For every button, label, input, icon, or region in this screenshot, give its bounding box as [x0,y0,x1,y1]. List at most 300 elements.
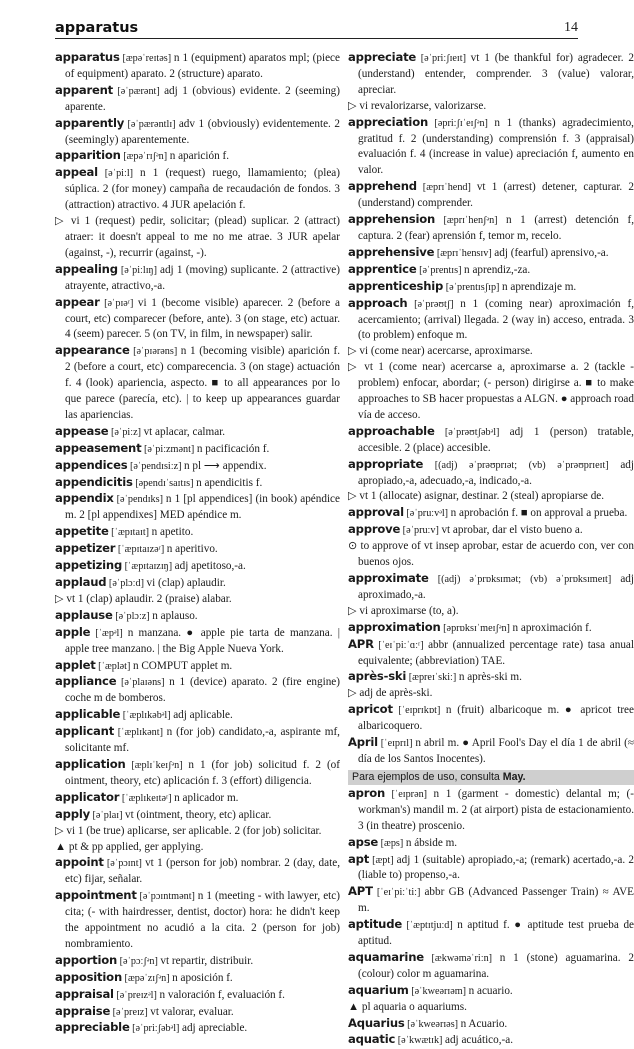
headword: approve [348,522,401,537]
dictionary-entry [348,262,634,279]
entry-main [55,475,340,492]
pronunciation: [æplɪˈkeɪʃᵊn] [125,759,189,771]
pronunciation: [əˈpɪəʳ] [99,297,138,309]
dictionary-entry [55,790,340,807]
headword: applause [55,607,113,622]
definition: adj apreciable. [182,1022,248,1035]
pronunciation: [æprɪˈhensɪv] [434,247,495,259]
entry-main [55,491,340,524]
dictionary-entry [55,953,340,970]
headword: apprentice [348,261,417,276]
definition: vi (clap) aplaudir. [146,577,226,589]
running-header [55,14,578,39]
headword: approachable [348,423,435,438]
entry-main [55,724,340,757]
entry-main [55,295,340,344]
pronunciation: [ˈeɪprən] [385,788,434,800]
definition: n abril m. ● April Fool's Day el día 1 de abril (≈ día de los Santos Inocentes). [358,737,634,765]
entry-main [55,424,340,441]
dictionary-entry [55,970,340,987]
definition: n aprobación f. ■ on approval a prueba. [450,507,628,520]
headword: apportion [55,952,118,967]
dictionary-entry [348,786,634,835]
dictionary-entry [348,457,634,506]
definition: n 1 (meeting - with lawyer, etc) cita; (- with hairdresser, dentist, doctor) hora: he didn't keep the appointment no acudió a la cita. 2 (person for job) nombramiento. [65,890,340,950]
headword: apparently [55,115,125,130]
definition: adj apetitoso,-a. [174,560,246,573]
entry-main [348,279,634,296]
pronunciation: [əˈkwætɪk] [395,1035,445,1047]
pronunciation: [əˈpruːvᵊl] [403,508,451,520]
definition: n aplicador m. [174,791,239,804]
entry-main [55,541,340,558]
dictionary-entry [348,835,634,852]
pronunciation: [ˈeɪˈpiːˈtiː] [372,887,425,899]
definition: n aplauso. [152,609,198,622]
definition: n aprendiz,-za. [464,263,531,276]
definition: vt 1 (person for job) nombrar. 2 (day, date, etc) fijar, señalar. [65,857,340,886]
definition: n 1 (stone) aguamarina. 2 (colour) color m aguamarina. [358,951,634,980]
definition: vi 1 (become visible) aparecer. 2 (before a court, etc) comparecer (before, ante). 3 (on stage, etc) actuar. 4 (seem) parecer. 5 (on TV, in film, in newspaper) salir. [65,296,340,341]
pronunciation: [æps] [378,837,406,849]
headword: approximation [348,619,441,634]
headword: apprehension [348,212,436,227]
headword: après-ski [348,669,407,684]
definition: n aparición f. [169,150,230,163]
pronunciation: [əprɒksɪˈmeɪʃᵊn] [440,622,513,634]
sub-sense: ▷ vi 1 (be true) aplicarse, ser aplicable. 2 (for job) solicitar. [55,824,322,837]
dictionary-entry [348,179,634,212]
sub-sense: ▲ pl aquaria o aquariums. [348,1000,467,1013]
headword: appear [55,294,100,309]
dictionary-entry [55,541,340,558]
dictionary-entry [55,458,340,475]
pronunciation: [ˈæpɪtaɪt] [108,527,152,539]
headword: appetizer [55,541,116,556]
headword: apprenticeship [348,278,444,293]
dictionary-entry [55,674,340,707]
sub-sense: ▷ vi 1 (request) pedir, solicitar; (plead) suplicar. 2 (attract) atraer: it doesn't appeal to me no me atrae. 3 JUR apelar (against, -), recurrir (against, -). [55,215,340,259]
definition: vt aprobar, dar el visto bueno a. [441,524,583,537]
dictionary-entry [348,505,634,522]
pronunciation: [ˈeɪprɪkɒt] [392,705,446,717]
pronunciation: [ˈæpɪtaɪzəʳ] [115,544,167,556]
headword: April [348,735,378,750]
definition: n après-ski m. [458,671,522,684]
definition: n acuario. [468,984,513,997]
pronunciation: [æpreɪˈskiː] [406,672,459,684]
entry-main [348,835,634,852]
headword: appreciable [55,1020,130,1035]
headword: approximate [348,571,429,585]
pronunciation: [ˈæplɪkənt] [114,727,167,739]
entry-main [55,83,340,116]
definition: n COMPUT applet m. [132,659,233,672]
entry-main [55,262,340,295]
definition: abbr (annualized percentage rate) tasa anual equivalente; (abbreviation) TAE. [358,638,634,667]
entry-main [55,953,340,970]
dictionary-entry [55,888,340,953]
entry-main [55,343,340,424]
entry-main [55,658,340,675]
pronunciation: [əˈpruːv] [400,525,442,537]
pronunciation: [əpendɪˈsaɪtɪs] [132,477,197,489]
definition: n 1 (request) ruego, llamamiento; (plea) súplica. 2 (for money) campaña de recaudación de fondos. 3 (attraction) atractivo. 4 JUR apelación f. [65,167,340,212]
headword: appearance [55,343,130,358]
entry-main [55,674,340,707]
dictionary-entry [55,50,340,83]
entry-main [55,987,340,1004]
definition: n 1 (device) aparato. 2 (fire engine) coche m de bomberos. [65,676,341,705]
headword: appoint [55,855,104,870]
headword: appraise [55,1003,111,1018]
headword: apt [348,851,370,866]
definition: adj (fearful) aprensivo,-a. [494,246,609,259]
entry-main [55,165,340,214]
definition: n Acuario. [460,1017,508,1030]
definition: adj acuático,-a. [445,1034,514,1047]
dictionary-entry [348,1016,634,1033]
pronunciation: [əˈpærənt] [113,85,165,97]
dictionary-entry [55,524,340,541]
headword: appendices [55,457,128,472]
headword: appreciate [348,50,417,64]
headword: aptitude [348,917,402,932]
page-number: 14 [564,20,578,35]
definition: n aproximación f. [512,621,592,634]
entry-main [55,807,340,824]
usage-note-text: Para ejemplos de uso, consulta [352,770,503,783]
definition: n 1 (arrest) detención f, captura. 2 (fear) aprensión f, temor m, recelo. [358,214,634,242]
pronunciation: [ˈæplɪkəbᵊl] [120,710,174,722]
headword: appetite [55,524,109,539]
pronunciation: [ˈeɪˈpiːˈɑːʳ] [373,639,429,651]
pronunciation: [ˈæptɪtjuːd] [402,920,458,932]
definition: n pacificación f. [196,442,270,455]
pronunciation: [əˈpiːzmənt] [141,443,197,455]
entry-main [348,669,634,686]
pronunciation: [ˈæplət] [95,660,133,672]
headword: appliance [55,674,117,689]
dictionary-entry [55,625,340,658]
pronunciation: [æpt] [369,854,397,866]
pronunciation: [əˈpiːlɪŋ] [117,264,160,276]
entry-main [348,179,634,212]
headword: apparatus [55,50,120,64]
dictionary-entry [348,279,634,296]
definition: n aprendizaje m. [501,280,577,293]
definition: n ábside m. [405,836,458,849]
pronunciation: [əˈpiːz] [108,426,144,438]
headword: Aquarius [348,1015,405,1030]
pronunciation: [æpəˈzɪʃᵊn] [122,972,173,984]
definition: n 1 (thanks) agradecimiento, gratitud f. 2 (understanding) comprensión f. 3 (appraisal) evaluación f. 4 (increase in value) apreciación f, aumento en valor. [358,116,634,177]
dictionary-entry [55,475,340,492]
headword: apprehensive [348,244,435,259]
dictionary-entry [348,983,634,1016]
definition: adj apropiado,-a, adecuado,-a, indicado,-a. [358,458,634,487]
pronunciation: [əˈpiːl] [97,168,140,180]
usage-note [348,770,634,785]
entry-main [55,757,340,790]
pronunciation: [ækwəməˈriːn] [423,952,500,964]
entry-main [55,441,340,458]
definition: vt 1 (arrest) detener, capturar. 2 (understand) comprender. [358,181,634,210]
sub-sense: ▷ vt 1 (clap) aplaudir. 2 (praise) alabar. [55,592,232,605]
dictionary-entry [348,735,634,768]
entry-main [348,212,634,245]
dictionary-entry [348,522,634,571]
pronunciation: [ˈæplɪkeɪtəʳ] [119,792,175,804]
entry-main [55,625,340,658]
dictionary-entry [55,608,340,625]
headword: apricot [348,702,393,717]
dictionary-entry [348,950,634,983]
headword: apparition [55,148,121,163]
usage-note-ref: May. [502,770,526,783]
headword: apprehend [348,179,417,194]
dictionary-entry [55,757,340,790]
definition: n pl ⟶ appendix. [184,459,267,472]
entry-main [348,735,634,768]
entry-main [348,1016,634,1033]
right-column [348,50,634,1049]
entry-main [55,790,340,807]
dictionary-entry [348,637,634,670]
pronunciation: [(adj) əˈprəʊprɪət; (vb) əˈprəʊprɪeɪt] [423,459,621,471]
headword: apply [55,806,90,821]
dictionary-entry [55,295,340,344]
headword: aquatic [348,1032,396,1047]
sub-sense: ▷ vi aproximarse (to, a). [348,604,459,617]
headword: apparent [55,82,114,97]
dictionary-entry [348,50,634,115]
definition: n manzana. ● apple pie tarta de manzana. | apple tree manzano. | the Big Apple Nueva York. [65,626,340,655]
dictionary-entry [55,262,340,295]
headword: appeal [55,165,98,180]
pronunciation: [əˈpɔɪntmənt] [136,891,198,903]
entry-main [55,707,340,724]
pronunciation: [əˈpriːʃɪeɪt] [416,53,471,64]
headword: apposition [55,969,122,984]
guide-word: apparatus [55,20,139,36]
definition: n aposición f. [172,971,233,984]
pronunciation: [əˈplɔːz] [112,610,153,622]
entry-main [55,888,340,953]
entry-main [348,505,634,522]
pronunciation: [æpəˈrɪʃᵊn] [120,151,170,163]
headword: appeasement [55,440,142,455]
dictionary-entry [348,571,634,620]
dictionary-entry [55,707,340,724]
definition: n 1 (coming near) aproximación f, acercamiento; (arrival) llegada. 2 (way in) acceso, entrada. 3 (to problem) enfoque m. [358,297,634,342]
dictionary-entry [348,115,634,180]
dictionary-entry [348,296,634,424]
definition: adv 1 (obviously) evidentemente. 2 (seemingly) aparentemente. [65,117,340,146]
definition: n apendicitis f. [196,476,263,489]
sub-sense: ▷ vi revalorizarse, valorizarse. [348,99,487,112]
definition: n valoración f, evaluación f. [159,988,285,1001]
entry-main [348,115,634,180]
definition: n 1 (for job) solicitud f. 2 (of ointment, theory, etc) aplicación f. 3 (effort) diligencia. [65,758,340,787]
pronunciation: [əˈprentɪsʃɪp] [443,281,502,293]
dictionary-entry [55,558,340,575]
pronunciation: [əˈpendɪks] [113,494,166,506]
pronunciation: [əˈpærəntlɪ] [124,118,179,130]
headword: APT [348,884,373,899]
entry-main [348,424,634,457]
entry-main [55,524,340,541]
definition: adj aplicable. [173,709,233,722]
pronunciation: [əˈprəʊtʃəbᵊl] [434,426,510,438]
definition: vt aplacar, calmar. [143,425,226,438]
headword: aquamarine [348,949,424,964]
pronunciation: [əˈprentɪs] [416,264,465,276]
sub-sense: ▷ vt 1 (allocate) asignar, destinar. 2 (steal) apropiarse de. [348,490,605,503]
entry-main [348,571,634,604]
definition: n apetito. [151,526,194,539]
headword: apse [348,834,379,849]
definition: adj aproximado,-a. [358,573,634,601]
left-column [55,50,340,1037]
pronunciation: [əˈprəʊtʃ] [407,298,461,310]
dictionary-entry [348,245,634,262]
pronunciation: [əˈpendɪsiːz] [127,460,185,472]
headword: appendix [55,491,114,506]
sub-sense: ▷ vt 1 (come near) acercarse a, aproximarse a. 2 (tackle - problem) enfocar, abordar; (- person) dirigirse a. ■ to make approaches to SB hacer propuestas a ALGN. ● approach road vía de acceso. [348,361,634,421]
pronunciation: [(adj) əˈprɒksɪmət; (vb) əˈprɒksɪmeɪt] [428,574,621,585]
definition: n (fruit) albaricoque m. ● apricot tree albaricoquero. [358,704,634,733]
headword: approval [348,505,404,520]
definition: vt repartir, distribuir. [160,954,254,967]
pronunciation: [æprɪˈhend] [416,182,477,194]
headword: approach [348,295,408,310]
definition: abbr GB (Advanced Passenger Train) ≈ AVE m. [358,886,634,915]
pronunciation: [ˈæpɪtaɪzɪŋ] [122,561,175,573]
entry-main [348,620,634,637]
definition: n aperitivo. [166,543,218,556]
entry-main [348,950,634,983]
entry-main [348,884,634,917]
definition: n (for job) candidato,-a, aspirante mf, solicitante mf. [65,726,340,755]
pronunciation: [əˈpreɪz] [110,1006,151,1018]
headword: applicable [55,707,121,722]
entry-main [348,1032,634,1049]
entry-main [348,917,634,950]
pronunciation: [əˈpɔːʃᵊn] [117,955,161,967]
entry-main [348,522,634,539]
dictionary-entry [348,702,634,735]
entry-main [348,852,634,885]
headword: applet [55,657,96,672]
entry-main [55,608,340,625]
headword: appendicitis [55,474,133,489]
pronunciation: [əˈkweərɪəs] [404,1018,461,1030]
dictionary-entry [55,83,340,116]
dictionary-entry [348,669,634,702]
headword: apron [348,785,386,800]
headword: applicant [55,724,115,739]
pronunciation: [əˈpriːʃəbᵊl] [129,1023,182,1035]
definition: n aptitud f. ● aptitude test prueba de aptitud. [358,919,634,948]
headword: appointment [55,888,137,903]
sub-sense: ▷ adj de après-ski. [348,687,433,700]
entry-main [55,575,340,592]
dictionary-entry [55,343,340,424]
pronunciation: [ˈeɪprɪl] [377,738,416,750]
dictionary-entry [55,116,340,149]
headword: aquarium [348,982,409,997]
entry-main [348,457,634,490]
definition: n 1 (becoming visible) aparición f. 2 (before a court, etc) comparecencia. 3 (on stage) actuación f. 4 (look) apariencia, aspecto. ■ to all appearances por lo que parece (parecía, etc). | to keep up appearances guardar las apariencias. [65,345,340,421]
dictionary-entry [348,917,634,950]
entry-main [55,458,340,475]
dictionary-entry [55,441,340,458]
pronunciation: [əˈpreɪzᵊl] [113,989,160,1001]
entry-main [348,50,634,99]
headword: appease [55,423,109,438]
dictionary-entry [55,424,340,441]
pronunciation: [əˈpɔɪnt] [103,858,146,870]
entry-main [348,786,634,835]
headword: APR [348,636,374,651]
dictionary-entry [348,884,634,917]
entry-main [55,1004,340,1021]
pronunciation: [ˈæpᵊl] [90,627,128,639]
dictionary-entry [348,620,634,637]
dictionary-entry [348,852,634,885]
pronunciation: [əpriːʃɪˈeɪʃᵊn] [428,117,495,129]
headword: appropriate [348,456,424,471]
entry-main [55,558,340,575]
entry-main [348,637,634,670]
pronunciation: [əˈplɔːd] [106,578,147,589]
headword: application [55,756,126,771]
definition: n 1 (garment - domestic) delantal m; (- workman's) mandil m. 2 (at airport) pista de estacionamiento. 3 (in theatre) proscenio. [358,787,634,832]
dictionary-entry [55,165,340,261]
dictionary-entry [55,807,340,856]
pronunciation: [æpəˈreɪtəs] [119,53,174,64]
entry-main [55,148,340,165]
pronunciation: [əˈkweərɪəm] [408,985,469,997]
pronunciation: [əˈplaɪəns] [116,677,170,689]
entry-main [55,1020,340,1037]
entry-main [348,245,634,262]
headword: appreciation [348,114,429,129]
dictionary-entry [348,212,634,245]
headword: applaud [55,575,107,589]
entry-main [348,262,634,279]
entry-main [348,983,634,1000]
headword: apple [55,624,91,639]
entry-main [55,50,340,83]
entry-main [55,970,340,987]
dictionary-entry [55,148,340,165]
headword: appealing [55,261,118,276]
sub-sense: ▷ vi (come near) acercarse, aproximarse. [348,345,533,358]
dictionary-entry [55,855,340,888]
pronunciation: [əˈplaɪ] [89,809,126,821]
definition: adj 1 (person) tratable, accesible. 2 (place) accesible. [358,425,634,454]
entry-main [348,702,634,735]
definition: vt valorar, evaluar. [150,1005,234,1018]
definition: adj 1 (moving) suplicante. 2 (attractive) atrayente, atractivo,-a. [65,263,340,292]
entry-main [55,855,340,888]
sub-sense: ▲ pt & pp applied, ger applying. [55,840,204,853]
headword: appraisal [55,986,114,1001]
dictionary-entry [55,491,340,524]
definition: n 1 [pl appendices] (in book) apéndice m. 2 [pl appendixes] MED apéndice m. [65,493,340,522]
